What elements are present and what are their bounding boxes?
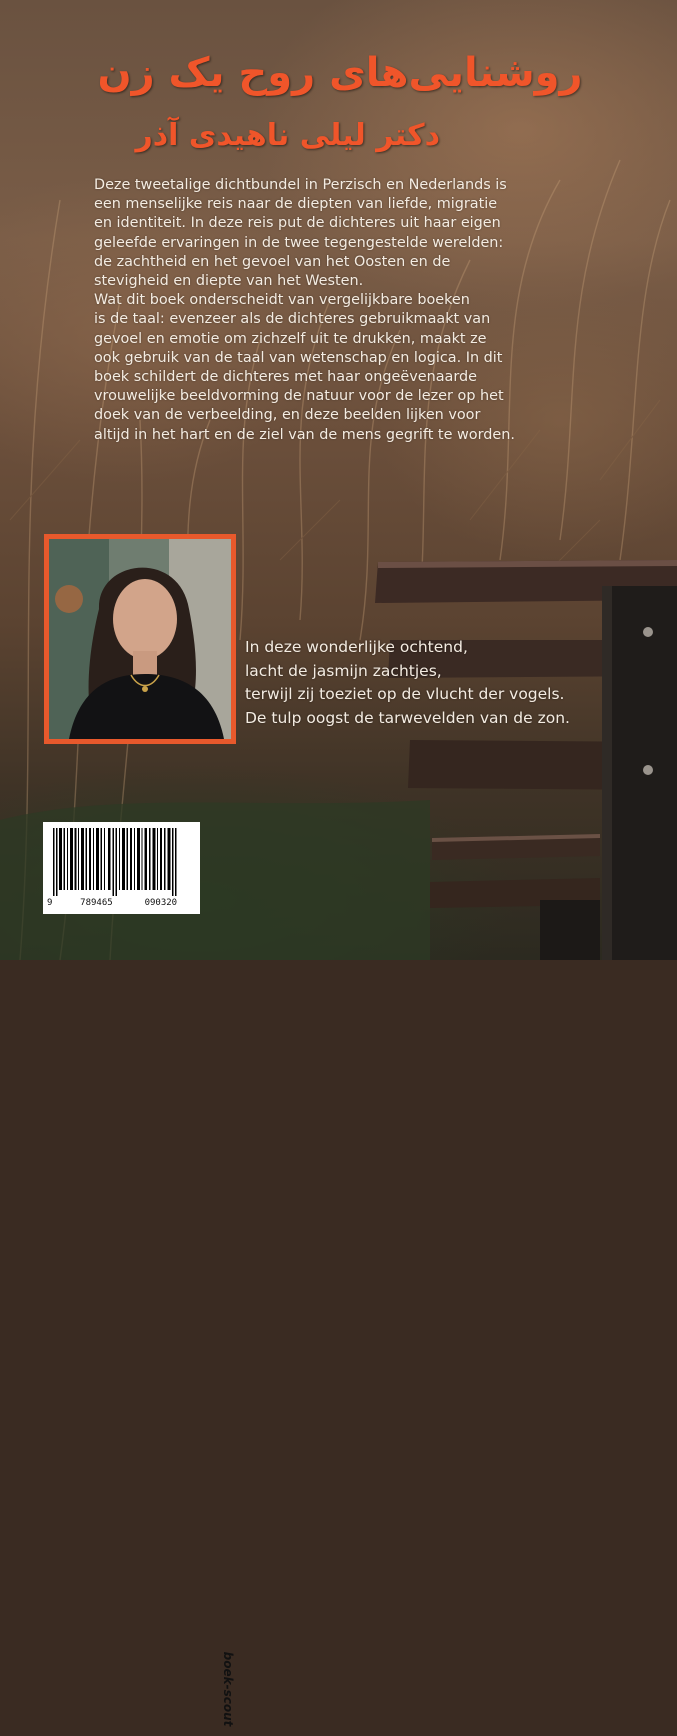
author-portrait-illustration — [49, 539, 231, 739]
blurb-line: is de taal: evenzeer als de dichteres gebruikmaakt van — [94, 311, 491, 328]
barcode-digit-group-1: 789465 — [80, 898, 113, 908]
author-name: دکتر لیلی ناهیدی آذر — [135, 118, 440, 153]
blurb-line: gevoel en emotie om zichzelf uit te drukken, maakt ze — [94, 330, 487, 347]
barcode-digit-prefix: 9 — [47, 898, 53, 908]
publisher-logo — [216, 1642, 240, 1736]
author-photo — [49, 539, 231, 739]
barcode-bars — [53, 828, 177, 896]
blurb-line: boek schildert de dichteres met haar ongeëvenaarde — [94, 369, 477, 386]
poem-excerpt — [245, 636, 665, 730]
blurb-paragraph-2 — [94, 291, 554, 445]
author-photo-frame — [44, 534, 236, 744]
blurb-line: stevigheid en diepte van het Westen. — [94, 273, 364, 290]
blurb-line: en identiteit. In deze reis put de dichteres uit haar eigen — [94, 215, 501, 232]
poem-line: lacht de jasmijn zachtjes, — [245, 661, 442, 680]
blurb-line: altijd in het hart en de ziel van de mens gegrift te worden. — [94, 426, 515, 443]
isbn-barcode — [43, 822, 235, 1727]
blurb-line: de zachtheid en het gevoel van het Oosten en de — [94, 253, 451, 270]
poem-line: terwijl zij toeziet op de vlucht der vogels. — [245, 685, 565, 703]
barcode-digits — [47, 898, 181, 908]
poem-line: De tulp oogst de tarwevelden van de zon. — [245, 708, 570, 727]
blurb-line: een menselijke reis naar de diepten van liefde, migratie — [94, 196, 498, 213]
barcode-digit-group-2: 090320 — [144, 898, 178, 908]
blurb-line: doek van de verbeelding, en deze beelden lijken voor — [94, 407, 481, 424]
blurb-line: Wat dit boek onderscheidt van vergelijkbare boeken — [94, 292, 470, 309]
blurb-line: geleefde ervaringen in de twee tegengestelde werelden: — [94, 234, 504, 251]
blurb-line: vrouwelijke beeldvorming de natuur voor de lezer op het — [94, 388, 504, 405]
blurb-paragraph-1 — [94, 176, 554, 291]
publisher-name: boek-scout — [221, 1651, 235, 1727]
book-title: روشنایی‌های روح یک زن — [97, 50, 583, 96]
poem-line: In deze wonderlijke ochtend, — [245, 638, 468, 656]
blurb-line: ook gebruik van de taal van wetenschap en logica. In dit — [94, 349, 503, 366]
back-cover-blurb — [94, 176, 554, 445]
blurb-line: Deze tweetalige dichtbundel in Perzisch en Nederlands is — [94, 177, 507, 193]
